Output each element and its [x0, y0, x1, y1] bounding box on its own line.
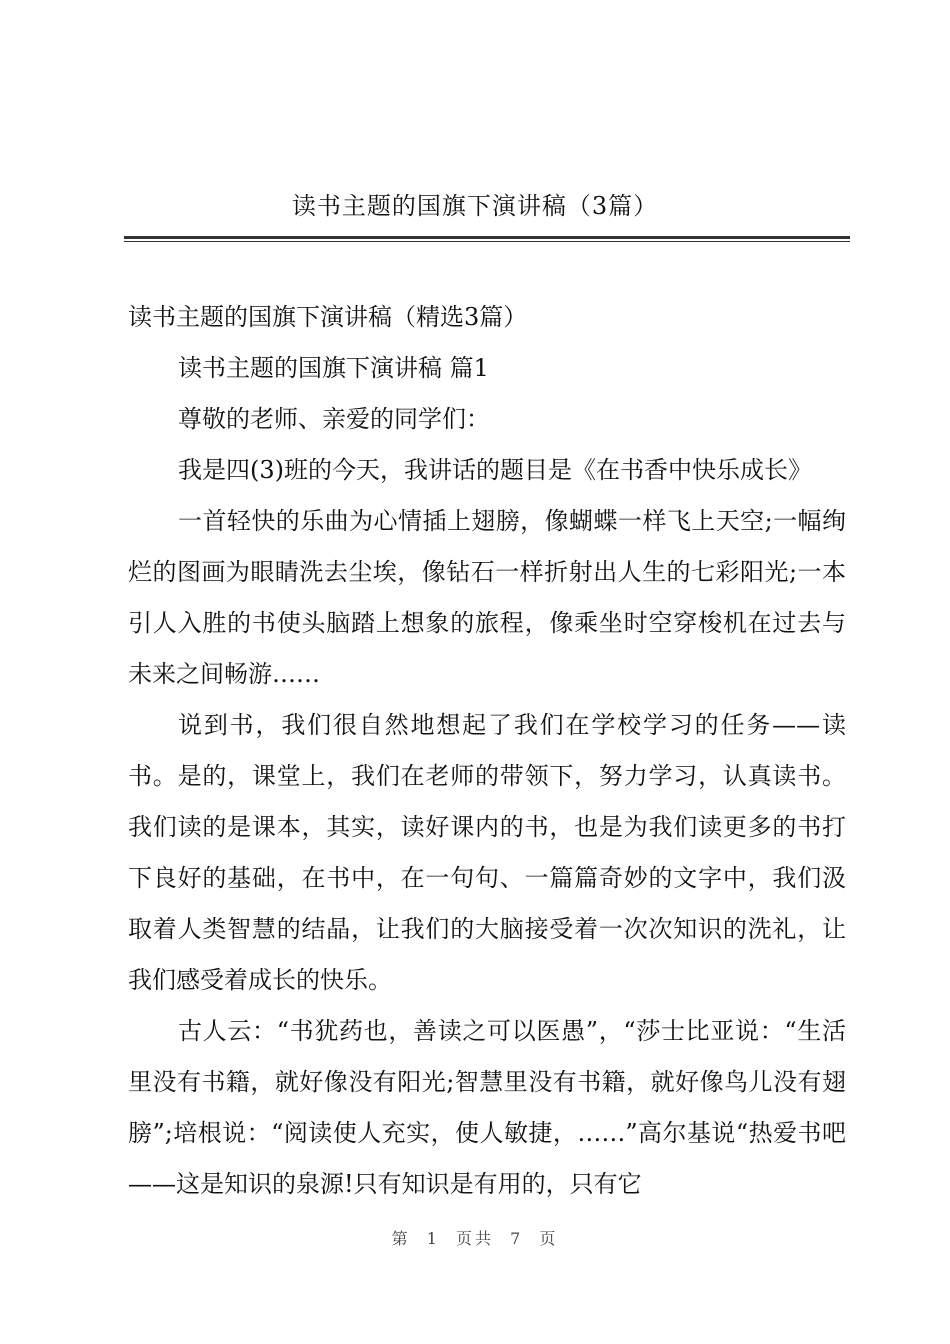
header-divider — [124, 236, 850, 242]
intro-paragraph: 我是四(3)班的今天，我讲话的题目是《在书香中快乐成长》 — [178, 456, 812, 484]
body-paragraph-2: 说到书，我们很自然地想起了我们在学校学习的任务——读书。是的，课堂上，我们在老师的带领下，努力学习，认真读书。我们读的是课本，其实，读好课内的书，也是为我们读更多的书打下良好的基础，在书中，在一句句、一篇篇奇妙的文字中，我们汲取着人类智慧的结晶，让我们的大脑接受着一次次知识的洗礼，让我们感受着成长的快乐。 — [128, 711, 846, 994]
page-number-footer: 第 1 页共 7 页 — [391, 1229, 559, 1248]
body-paragraph-3: 古人云：“书犹药也，善读之可以医愚”，“莎士比亚说：“生活里没有书籍，就好像没有阳光;智慧里没有书籍，就好像鸟儿没有翅膀”;培根说：“阅读使人充实，使人敏捷，……”高尔基说“热爱书吧——这是知识的泉源!只有知识是有用的，只有它 — [128, 1017, 846, 1198]
section-heading: 读书主题的国旗下演讲稿 篇1 — [178, 354, 489, 382]
greeting-paragraph: 尊敬的老师、亲爱的同学们： — [178, 405, 490, 433]
document-title: 读书主题的国旗下演讲稿（精选3篇） — [128, 303, 528, 331]
body-paragraph-1: 一首轻快的乐曲为心情插上翅膀，像蝴蝶一样飞上天空;一幅绚烂的图画为眼睛洗去尘埃，像钻石一样折射出人生的七彩阳光;一本引人入胜的书使头脑踏上想象的旅程，像乘坐时空穿梭机在过去与未来之间畅游…… — [128, 507, 846, 688]
document-body — [128, 292, 846, 1210]
page-header-title: 读书主题的国旗下演讲稿（3篇） — [291, 192, 659, 220]
